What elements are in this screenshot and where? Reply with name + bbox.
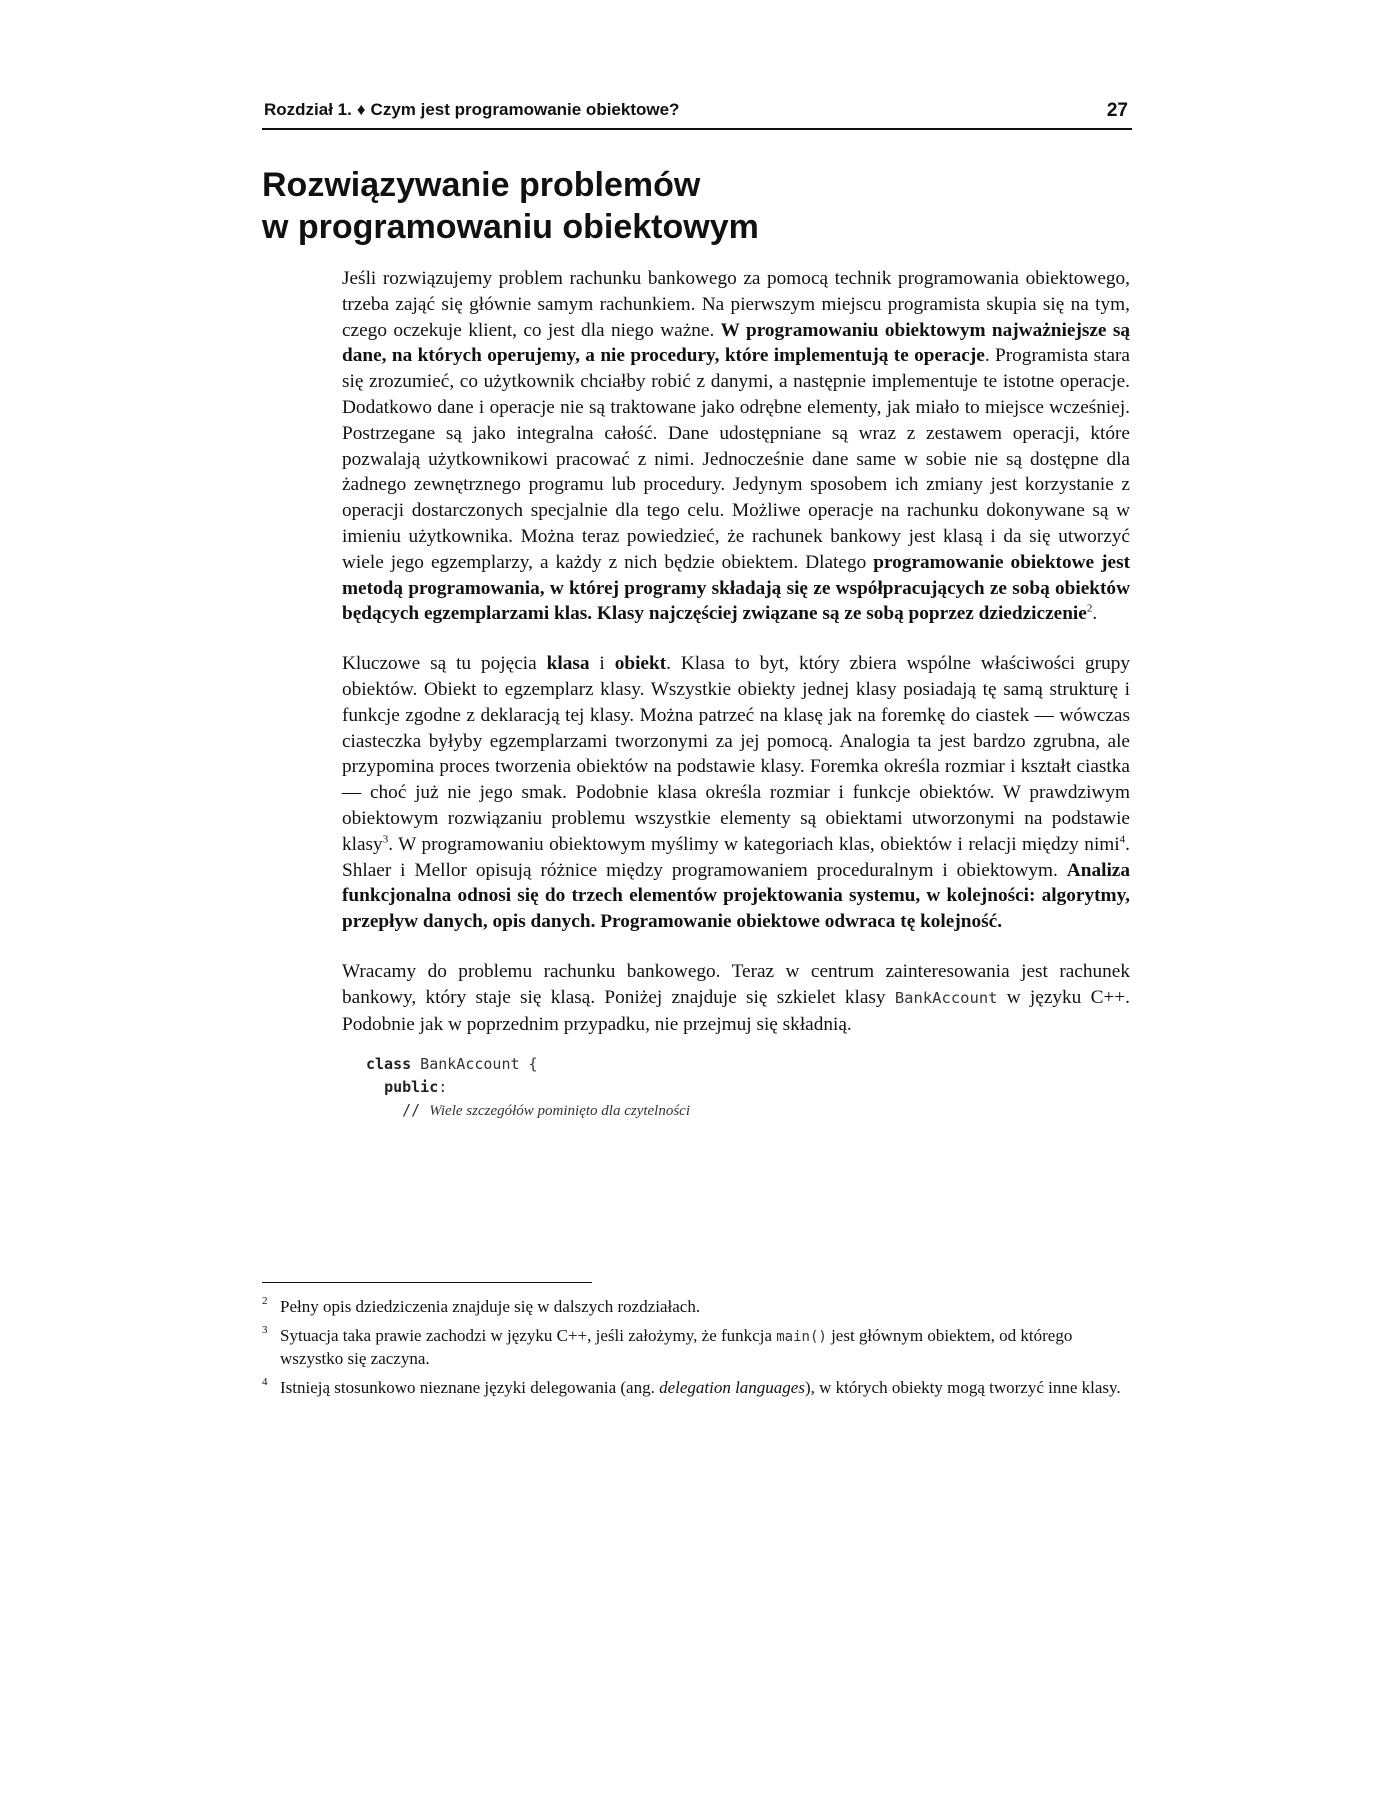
italic-term: delegation languages <box>659 1378 805 1397</box>
footnote-text: Sytuacja taka prawie zachodzi w języku C++, jeśli założymy, że funkcja <box>280 1326 777 1345</box>
code-text: BankAccount { <box>411 1055 538 1074</box>
inline-code: main() <box>776 1329 827 1345</box>
text-run: . Shlaer i Mellor opisują różnice między programowaniem proceduralnym i obiektowym. <box>342 833 1130 881</box>
text-run: Wracamy do problemu rachunku bankowego. Teraz w centrum zainteresowania jest rachunek bankowy, który staje się klasą. Poniżej znajduje się szkielet klasy <box>342 960 1130 1008</box>
text-run: . W programowaniu obiektowym myślimy w kategoriach klas, obiektów i relacji między nimi <box>388 833 1120 855</box>
text-run: . Programista stara się zrozumieć, co użytkownik chciałby robić z danymi, a następnie implementuje te istotne operacje. Dodatkowo dane i operacje nie są traktowane jako odrębne elementy, jak miało to miejsce wcześniej. Postrzegane są jako integralna całość. Dane udostępniane są wraz z zestawem operacji, które pozwalają użytkownikowi pracować z nimi. Jednocześnie dane same w sobie nie są dostępne dla żadnego zewnętrznego programu lub procedury. Jedynym sposobem ich zmiany jest korzystanie z operacji dostarczonych specjalnie dla tego celu. Możliwe operacje na rachunku dokonywane są w imieniu użytkownika. Można teraz powiedzieć, że rachunek bankowy jest klasą i da się utworzyć wiele jego egzemplarzy, a każdy z nich będzie obiektem. Dlatego <box>342 345 1130 573</box>
running-head <box>264 100 679 120</box>
body-text <box>342 266 1130 1123</box>
section-title <box>262 164 759 248</box>
chapter-title: Czym jest programowanie obiektowe? <box>370 100 680 119</box>
text-run: . Klasa to byt, który zbiera wspólne właściwości grupy obiektów. Obiekt to egzemplarz klasy. Wszystkie obiekty jednej klasy posiadają tę samą strukturę i funkcje zgodne z deklaracją tej klasy. Można patrzeć na klasę jak na foremkę do ciastek — wówczas ciasteczka byłyby egzemplarzami tworzonymi za jej pomocą. Analogia ta jest bardzo zgrubna, ale przypomina proces tworzenia obiektów na podstawie klasy. Foremka określa rozmiar i kształt ciastka — choć już nie jego smak. Podobnie klasa określa rozmiar i funkcje obiektów. W prawdziwym obiektowym rozwiązaniu problemu wszystkie elementy są obiektami utworzonymi na podstawie klasy <box>342 653 1131 855</box>
diamond-separator-icon: ♦ <box>356 100 366 119</box>
text-run: Jeśli rozwiązujemy problem rachunku bankowego za pomocą technik programowania obiektowego, trzeba zająć się głównie samym rachunkiem. Na pierwszym miejscu programista skupia się na tym, czego oczekuje klient, co jest dla niego ważne. <box>342 268 1130 341</box>
footnote-divider <box>262 1282 592 1283</box>
section-title-line-2: w programowaniu obiektowym <box>262 208 759 246</box>
footnote-number: 2 <box>262 1295 268 1307</box>
term-obiekt: obiekt <box>614 653 667 675</box>
code-line-1 <box>366 1053 1130 1076</box>
code-line-3 <box>366 1099 1130 1123</box>
footnote-3 <box>262 1325 1130 1370</box>
text-run: . <box>1092 603 1098 625</box>
page-number: 27 <box>1106 100 1128 121</box>
comment-marker: // <box>402 1101 421 1120</box>
code-line-2 <box>366 1076 1130 1099</box>
inline-code: BankAccount <box>894 988 998 1007</box>
footnote-text: jest głównym obiektem, od którego wszystko się zaczyna. <box>280 1326 1073 1368</box>
footnote-ref-2[interactable]: 2 <box>1086 602 1093 615</box>
text-run: Kluczowe są tu pojęcia <box>342 653 547 675</box>
paragraph-2 <box>342 651 1130 935</box>
footnote-2 <box>262 1296 1130 1318</box>
footnote-ref-3[interactable]: 3 <box>382 833 389 846</box>
term-klasa: klasa <box>546 653 590 675</box>
footnotes <box>262 1296 1130 1406</box>
paragraph-3 <box>342 959 1130 1037</box>
chapter-label: Rozdział 1. <box>264 100 352 119</box>
text-run: w języku C++. Podobnie jak w poprzednim przypadku, nie przejmuj się składnią. <box>342 986 1130 1035</box>
code-comment: Wiele szczegółów pominięto dla czytelności <box>429 1103 691 1120</box>
page-header <box>262 98 1132 130</box>
footnote-text: Pełny opis dziedziczenia znajduje się w dalszych rozdziałach. <box>280 1297 701 1316</box>
code-text: : <box>438 1078 448 1097</box>
bold-text-run: programowanie obiektowe jest metodą programowania, w której programy składają się ze współpracujących ze sobą obiektów będących egzemplarzami klas. Klasy najczęściej związane są ze sobą poprzez dziedziczenie <box>342 551 1130 625</box>
bold-text-run: Analiza funkcjonalna odnosi się do trzech elementów projektowania systemu, w kolejności: algorytmy, przepływ danych, opis danych. Programowanie obiektowe odwraca tę kolejność. <box>342 859 1130 933</box>
paragraph-1 <box>342 266 1130 627</box>
bold-text-run: W programowaniu obiektowym najważniejsze są dane, na których operujemy, a nie procedury, które implementują te operacje <box>342 319 1131 367</box>
code-listing <box>366 1053 1130 1123</box>
footnote-4 <box>262 1377 1130 1399</box>
keyword-public: public <box>384 1078 439 1097</box>
footnote-ref-4[interactable]: 4 <box>1119 833 1126 846</box>
footnote-text: Istnieją stosunkowo nieznane języki delegowania (ang. <box>280 1378 660 1397</box>
footnote-number: 3 <box>262 1324 268 1336</box>
text-run: i <box>589 653 615 675</box>
footnote-text: ), w których obiekty mogą tworzyć inne klasy. <box>804 1378 1121 1397</box>
footnote-number: 4 <box>262 1376 268 1388</box>
section-title-line-1: Rozwiązywanie problemów <box>262 166 701 204</box>
keyword-class: class <box>366 1055 412 1074</box>
